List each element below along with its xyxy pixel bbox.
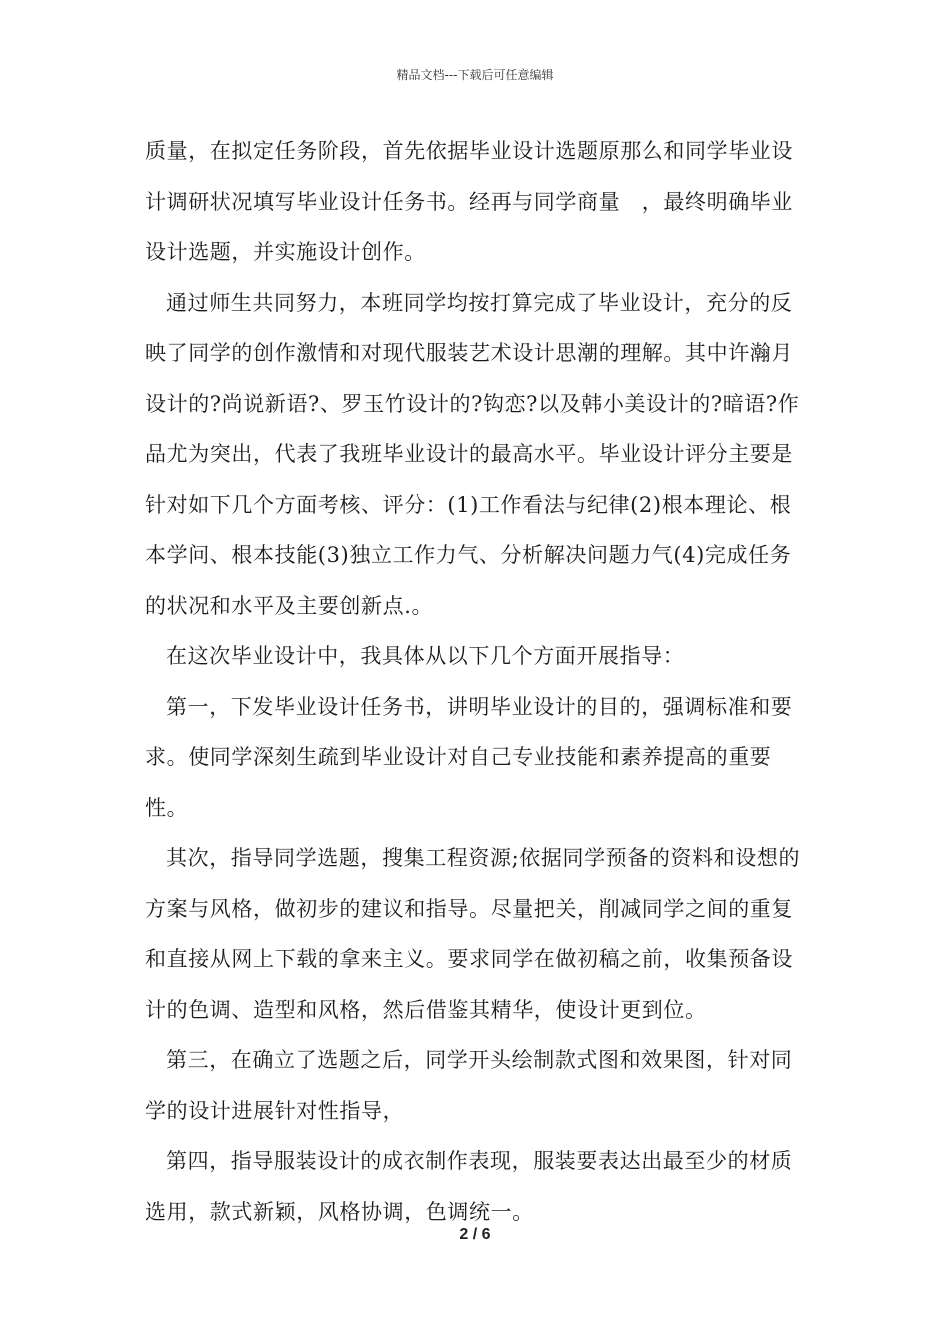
paragraph-4: 第一，下发毕业设计任务书，讲明毕业设计的目的，强调标准和要求。使同学深刻生疏到毕业设计对自己专业技能和素养提高的重要性。 (145, 694, 793, 820)
paragraph-6: 第三，在确立了选题之后，同学开头绘制款式图和效果图，针对同学的设计进展针对性指导， (145, 1048, 793, 1123)
paragraph-3: 在这次毕业设计中，我具体从以下几个方面开展指导： (166, 644, 685, 668)
paragraph-2: 通过师生共同努力，本班同学均按打算完成了毕业设计，充分的反映了同学的创作激情和对现代服装艺术设计思潮的理解。其中许瀚月设计的?尚说新语?、罗玉竹设计的?钩恋?以及韩小美设计的?暗语?作品尤为突出，代表了我班毕业设计的最高水平。毕业设计评分主要是针对如下几个方面考核、评分：(1)工作看法与纪律(2)根本理论、根本学问、根本技能(3)独立工作力气、分析解决问题力气(4)完成任务的状况和水平及主要创新点.。 (145, 290, 800, 618)
document-body (145, 126, 805, 1237)
paragraph-7: 第四，指导服装设计的成衣制作表现，服装要表达出最至少的材质选用，款式新颖，风格协调，色调统一。 (145, 1149, 793, 1224)
paragraph-5: 其次，指导同学选题，搜集工程资源;依据同学预备的资料和设想的方案与风格，做初步的建议和指导。尽量把关，削减同学之间的重复和直接从网上下载的拿来主义。要求同学在做初稿之前，收集预备设计的色调、造型和风格，然后借鉴其精华，使设计更到位。 (145, 846, 801, 1022)
paragraph-1: 质量，在拟定任务阶段，首先依据毕业设计选题原那么和同学毕业设计调研状况填写毕业设计任务书。经再与同学商量 ，最终明确毕业设计选题，并实施设计创作。 (145, 139, 793, 264)
page-header: 精品文档---下载后可任意编辑 (396, 68, 554, 82)
page-number: 2 / 6 (459, 1226, 491, 1243)
